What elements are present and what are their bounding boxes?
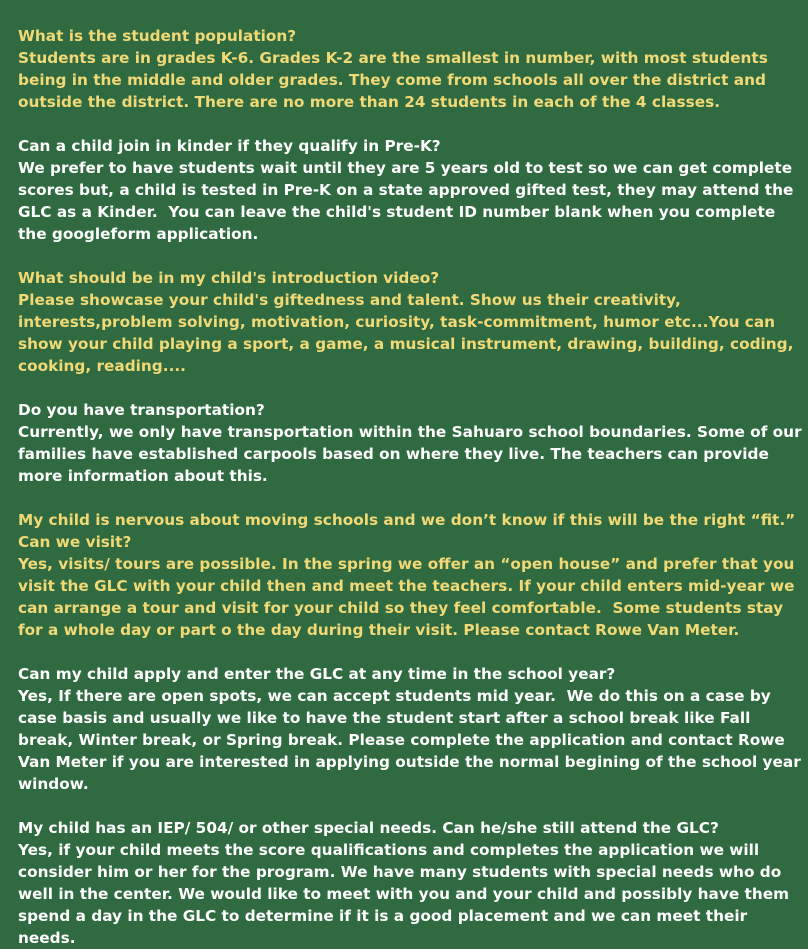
faq-answer: Please showcase your child's giftedness and talent. Show us their creativity, interests,problem solving, motivation, curiosity, task-commitment, humor etc...You can show your child playing a sport, a game, a musical instrument, drawing, building, coding, cooking, reading.... [18,291,799,375]
faq-kinder-prek [18,135,808,245]
faq-transportation [18,399,808,487]
faq-question: What should be in my child's introduction video? [18,269,440,287]
faq-special-needs [18,817,808,949]
faq-visit [18,509,808,641]
faq-answer: Yes, if your child meets the score qualifications and completes the application we will consider him or her for the program. We have many students with special needs who do well in the center. We would like to meet with you and your child and possibly have them spend a day in the GLC to determine if it is a good placement and we can meet their needs. [18,841,795,947]
faq-question: Can my child apply and enter the GLC at any time in the school year? [18,665,616,683]
faq-answer: Yes, visits/ tours are possible. In the spring we offer an “open house” and prefer that you visit the GLC with your child then and meet the teachers. If your child enters mid-year we can arrange a tour and visit for your child so they feel comfortable. Some students stay for a whole day or part o the day during their visit. Please contact Rowe Van Meter. [18,555,800,639]
faq-student-population [18,25,808,113]
faq-question: Do you have transportation? [18,401,265,419]
faq-introduction-video [18,267,808,377]
faq-enter-anytime [18,663,808,795]
faq-answer: Yes, If there are open spots, we can accept students mid year. We do this on a case by case basis and usually we like to have the student start after a school break like Fall break, Winter break, or Spring break. Please complete the application and contact Rowe Van Meter if you are interested in applying outside the normal begining of the school year window. [18,687,807,793]
faq-answer: Students are in grades K-6. Grades K-2 are the smallest in number, with most students being in the middle and older grades. They come from schools all over the district and outside the district. There are no more than 24 students in each of the 4 classes. [18,49,774,111]
faq-question: My child is nervous about moving schools and we don’t know if this will be the right “fit.” Can we visit? [18,511,801,551]
faq-question: My child has an IEP/ 504/ or other special needs. Can he/she still attend the GLC? [18,819,719,837]
faq-question: Can a child join in kinder if they qualify in Pre-K? [18,137,441,155]
faq-answer: Currently, we only have transportation within the Sahuaro school boundaries. Some of our families have established carpools based on where they live. The teachers can provide more information about this. [18,423,807,485]
faq-question: What is the student population? [18,27,297,45]
faq-answer: We prefer to have students wait until they are 5 years old to test so we can get complete scores but, a child is tested in Pre-K on a state approved gifted test, they may attend the GLC as a Kinder. You can leave the child's student ID number blank when you complete the googleform application. [18,159,799,243]
